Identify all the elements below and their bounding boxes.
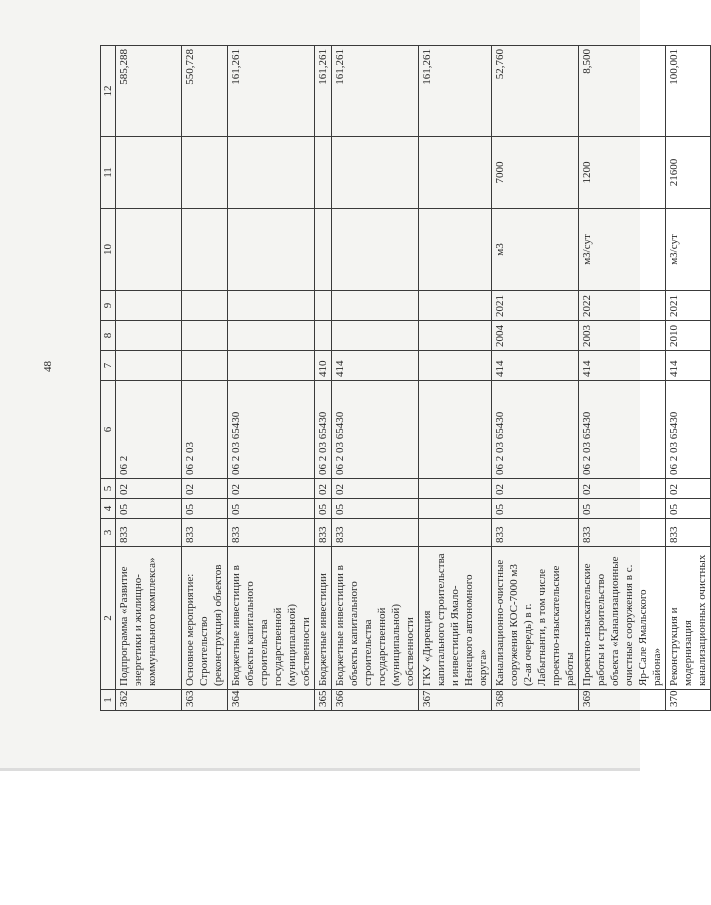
scan-edge xyxy=(0,768,640,771)
code-3 xyxy=(419,519,492,547)
code-5: 02 xyxy=(332,479,419,499)
item-name: Основное мероприятие: Строительство (реконструкция) объектов xyxy=(182,547,228,690)
year-start: 2010 xyxy=(666,321,711,351)
code-6: 06 2 03 65430 xyxy=(579,381,666,479)
capacity xyxy=(419,137,492,209)
code-6: 06 2 03 65430 xyxy=(315,381,332,479)
unit xyxy=(116,209,182,291)
capacity xyxy=(332,137,419,209)
year-end xyxy=(228,291,315,321)
header-cell: 1 xyxy=(101,690,116,711)
amount: 100,001 xyxy=(666,46,711,137)
row-number: 367 xyxy=(419,690,492,711)
year-start xyxy=(332,321,419,351)
item-name: Канализационно-очистные сооружения КОС-7000 м3 (2-ая очередь) в г. Лабытнанги, в том числе проектно-изыскательские работы xyxy=(492,547,579,690)
year-end: 2021 xyxy=(666,291,711,321)
unit xyxy=(182,209,228,291)
item-name: Реконструкция и модернизация канализационных очистных xyxy=(666,547,711,690)
code-5: 02 xyxy=(315,479,332,499)
code-7 xyxy=(419,351,492,381)
year-end xyxy=(182,291,228,321)
code-3: 833 xyxy=(579,519,666,547)
amount: 161,261 xyxy=(332,46,419,137)
code-5: 02 xyxy=(116,479,182,499)
code-4: 05 xyxy=(579,499,666,519)
header-cell: 7 xyxy=(101,351,116,381)
item-name: Бюджетные инвестиции в объекты капитального строительства государственной (муниципальной) собственности xyxy=(332,547,419,690)
code-6: 06 2 03 xyxy=(182,381,228,479)
code-3: 833 xyxy=(116,519,182,547)
year-end: 2021 xyxy=(492,291,579,321)
item-name: Подпрограмма «Развитие энергетики и жилищно-коммунального комплекса» xyxy=(116,547,182,690)
code-4: 05 xyxy=(332,499,419,519)
row-number: 370 xyxy=(666,690,711,711)
code-5 xyxy=(419,479,492,499)
capacity xyxy=(116,137,182,209)
header-cell: 8 xyxy=(101,321,116,351)
code-4: 05 xyxy=(182,499,228,519)
header-row xyxy=(101,46,116,711)
code-5: 02 xyxy=(492,479,579,499)
year-start xyxy=(116,321,182,351)
table-row xyxy=(182,46,228,711)
amount: 52,760 xyxy=(492,46,579,137)
unit xyxy=(332,209,419,291)
unit: м3/сут xyxy=(579,209,666,291)
code-4: 05 xyxy=(116,499,182,519)
row-number: 364 xyxy=(228,690,315,711)
capacity xyxy=(228,137,315,209)
header-cell: 10 xyxy=(101,209,116,291)
item-name: ГКУ «Дирекция капитального строительства и инвестиций Ямало-Ненецкого автономного округа» xyxy=(419,547,492,690)
code-6: 06 2 03 65430 xyxy=(332,381,419,479)
amount: 161,261 xyxy=(419,46,492,137)
row-number: 365 xyxy=(315,690,332,711)
code-4: 05 xyxy=(228,499,315,519)
year-start xyxy=(419,321,492,351)
code-4: 05 xyxy=(666,499,711,519)
code-7: 410 xyxy=(315,351,332,381)
row-number: 362 xyxy=(116,690,182,711)
table-row xyxy=(116,46,182,711)
budget-table xyxy=(100,45,711,711)
unit xyxy=(315,209,332,291)
code-7: 414 xyxy=(579,351,666,381)
amount: 585,288 xyxy=(116,46,182,137)
item-name: Бюджетные инвестиции xyxy=(315,547,332,690)
code-3: 833 xyxy=(182,519,228,547)
amount: 161,261 xyxy=(228,46,315,137)
code-5: 02 xyxy=(182,479,228,499)
row-number: 369 xyxy=(579,690,666,711)
code-6: 06 2 03 65430 xyxy=(228,381,315,479)
unit: м3/сут xyxy=(666,209,711,291)
code-4: 05 xyxy=(315,499,332,519)
header-cell: 11 xyxy=(101,137,116,209)
amount: 550,728 xyxy=(182,46,228,137)
code-3: 833 xyxy=(228,519,315,547)
row-number: 363 xyxy=(182,690,228,711)
unit xyxy=(419,209,492,291)
year-start xyxy=(182,321,228,351)
code-7 xyxy=(182,351,228,381)
year-start xyxy=(228,321,315,351)
table-row xyxy=(228,46,315,711)
code-3: 833 xyxy=(492,519,579,547)
table-row xyxy=(332,46,419,711)
code-3: 833 xyxy=(666,519,711,547)
table-row xyxy=(492,46,579,711)
code-7 xyxy=(228,351,315,381)
year-start: 2003 xyxy=(579,321,666,351)
header-cell: 6 xyxy=(101,381,116,479)
header-cell: 12 xyxy=(101,46,116,137)
capacity: 7000 xyxy=(492,137,579,209)
header-cell: 2 xyxy=(101,547,116,690)
code-7: 414 xyxy=(492,351,579,381)
year-start: 2004 xyxy=(492,321,579,351)
table-row xyxy=(419,46,492,711)
header-cell: 4 xyxy=(101,499,116,519)
header-cell: 3 xyxy=(101,519,116,547)
year-end xyxy=(332,291,419,321)
amount: 8,500 xyxy=(579,46,666,137)
code-7: 414 xyxy=(666,351,711,381)
code-6 xyxy=(419,381,492,479)
capacity xyxy=(182,137,228,209)
code-4: 05 xyxy=(492,499,579,519)
rotated-table-wrapper xyxy=(100,46,708,711)
code-6: 06 2 xyxy=(116,381,182,479)
row-number: 366 xyxy=(332,690,419,711)
table-row xyxy=(315,46,332,711)
unit: м3 xyxy=(492,209,579,291)
code-5: 02 xyxy=(579,479,666,499)
table-row xyxy=(666,46,711,711)
code-4 xyxy=(419,499,492,519)
page-number: 48 xyxy=(42,361,54,372)
unit xyxy=(228,209,315,291)
header-cell: 9 xyxy=(101,291,116,321)
code-5: 02 xyxy=(228,479,315,499)
year-end: 2022 xyxy=(579,291,666,321)
year-start xyxy=(315,321,332,351)
code-6: 06 2 03 65430 xyxy=(492,381,579,479)
year-end xyxy=(116,291,182,321)
capacity: 21600 xyxy=(666,137,711,209)
code-5: 02 xyxy=(666,479,711,499)
year-end xyxy=(315,291,332,321)
code-3: 833 xyxy=(315,519,332,547)
item-name: Бюджетные инвестиции в объекты капитального строительства государственной (муниципальной) собственности xyxy=(228,547,315,690)
capacity: 1200 xyxy=(579,137,666,209)
code-7: 414 xyxy=(332,351,419,381)
table-row xyxy=(579,46,666,711)
code-7 xyxy=(116,351,182,381)
code-3: 833 xyxy=(332,519,419,547)
code-6: 06 2 03 65430 xyxy=(666,381,711,479)
header-cell: 5 xyxy=(101,479,116,499)
amount: 161,261 xyxy=(315,46,332,137)
row-number: 368 xyxy=(492,690,579,711)
year-end xyxy=(419,291,492,321)
capacity xyxy=(315,137,332,209)
item-name: Проектно-изыскательские работы и строительство объекта «Канализационные очистные сооружения в с. Яр-Сале Ямальского района» xyxy=(579,547,666,690)
